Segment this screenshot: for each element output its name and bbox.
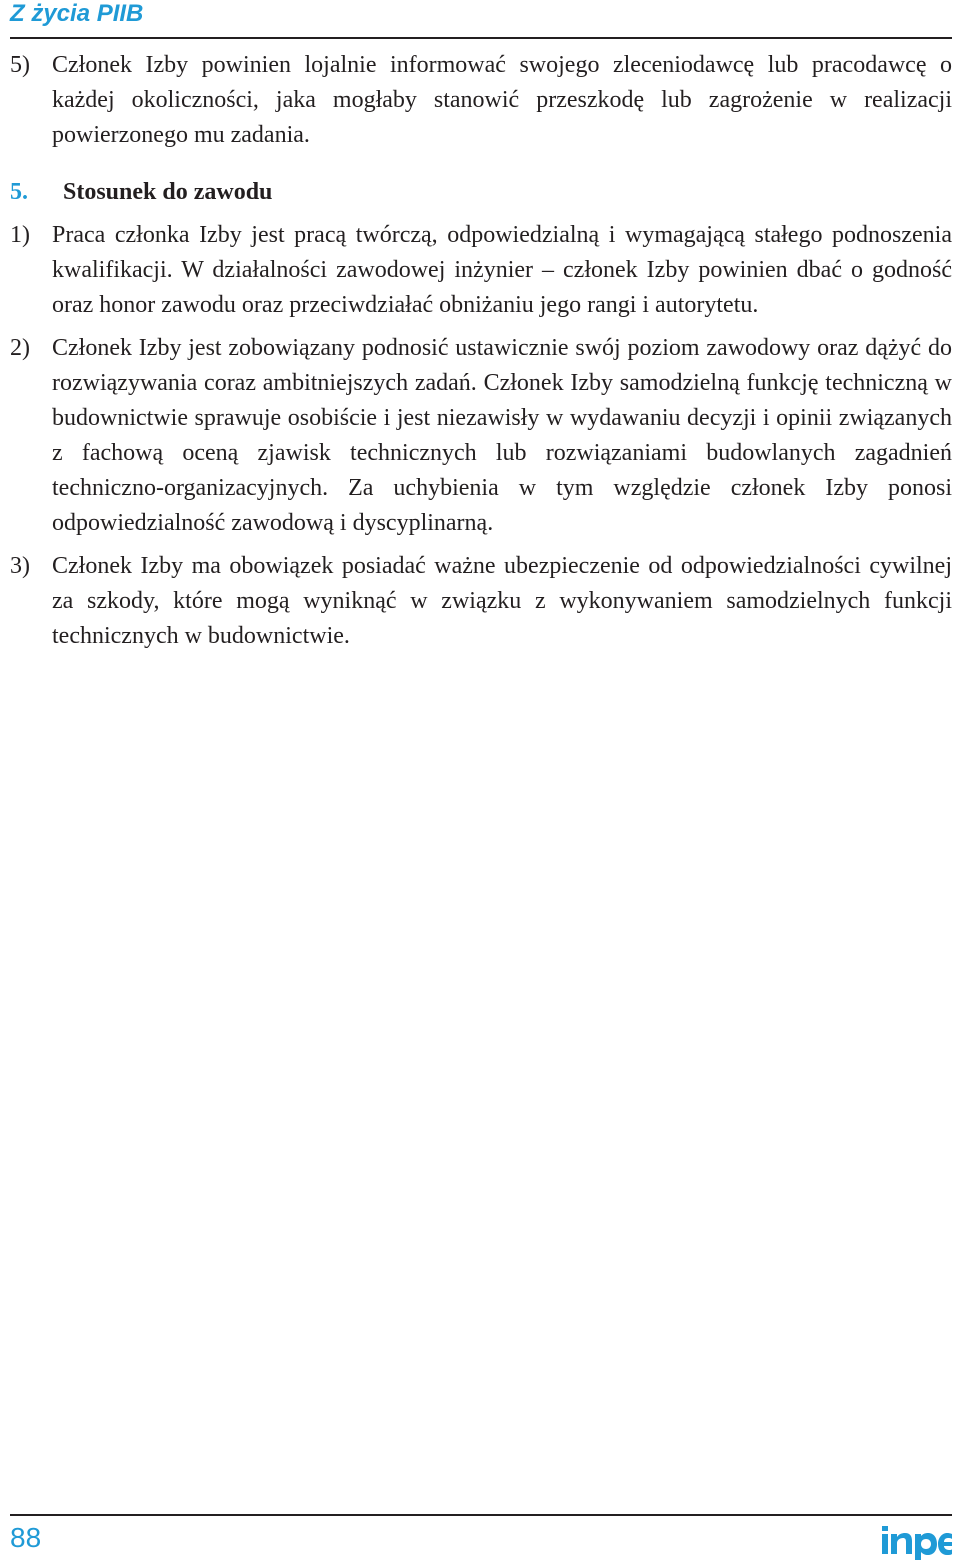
list-item [10,48,952,153]
list-item-text: Członek Izby ma obowiązek posiadać ważne ubezpieczenie od odpowiedzialności cywilnej za szkody, które mogą wyniknąć w związku z wykonywaniem samodzielnych funkcji technicznych w budownictwie. [52,553,952,649]
section-title: Stosunek do zawodu [63,179,273,205]
list-item [10,218,952,323]
list-item-number: 3) [10,553,30,579]
running-header-title: Z życia PIIB [10,0,144,27]
list-item-text: Członek Izby powinien lojalnie informować swojego zleceniodawcę lub pracodawcę o każdej okoliczności, jaka mogłaby stanowić przeszkodę lub zagrożenie w realizacji powierzonego mu zadania. [52,52,952,148]
list-item-text: Praca członka Izby jest pracą twórczą, odpowiedzialną i wymagającą stałego podnoszenia kwalifikacji. W działalności zawodowej inżynier – członek Izby powinien dbać o godność oraz honor zawodu oraz przeciwdziałać obniżaniu jego rangi i autorytetu. [52,222,952,318]
list-item-number: 2) [10,335,30,361]
list-item [10,331,952,541]
list-item-text: Członek Izby jest zobowiązany podnosić ustawicznie swój poziom zawodowy oraz dążyć do rozwiązywania coraz ambitniejszych zadań. Członek Izby samodzielną funkcję techniczną w budownictwie sprawuje osobiście i jest niezawisły w wydawaniu decyzji i opinii związanych z fachową oceną zjawisk technicznych lub rozwiązaniami budowlanych zagadnień techniczno-organizacyjnych. Za uchybienia w tym względzie członek Izby ponosi odpowiedzialność zawodową i dyscyplinarną. [52,335,952,536]
section-heading [10,175,952,210]
page-body [10,48,952,654]
footer-divider [10,1514,952,1516]
section-number: 5. [10,179,28,205]
list-item [10,549,952,654]
list-item-number: 1) [10,222,30,248]
list-item-number: 5) [10,52,30,78]
inpe-logo-icon [880,1520,952,1560]
header-divider [10,37,952,39]
page-number: 88 [10,1522,42,1553]
